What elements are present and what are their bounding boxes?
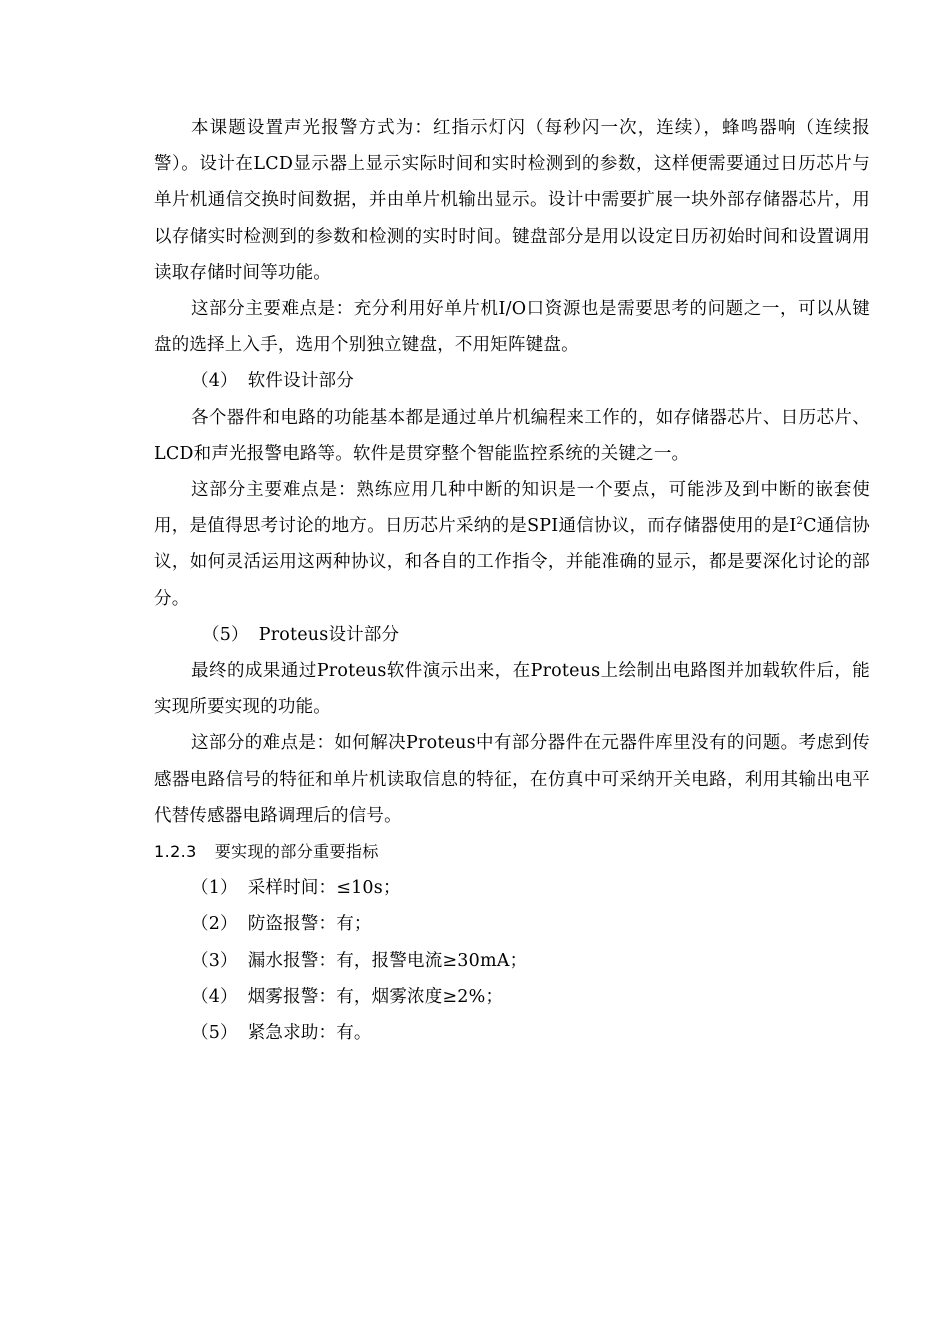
indicator-text: 采样时间：≤10s； xyxy=(247,878,401,899)
indicator-item xyxy=(154,1015,870,1051)
section-heading xyxy=(154,834,870,870)
indicator-item xyxy=(154,906,870,942)
section-mark: （4） xyxy=(191,371,238,392)
section-title: 软件设计部分 xyxy=(247,371,354,392)
paragraph-interrupt-difficulty xyxy=(154,472,870,617)
indicator-text: 漏水报警：有，报警电流≥30mA； xyxy=(247,950,528,971)
heading-number: 1.2.3 xyxy=(154,842,197,862)
paragraph-software-function: 各个器件和电路的功能基本都是通过单片机编程来工作的，如存储器芯片、日历芯片、LCD和声光报警电路等。软件是贯穿整个智能监控系统的关键之一。 xyxy=(154,407,870,464)
indicator-mark: （4） xyxy=(191,986,238,1007)
paragraph-proteus-difficulty: 这部分的难点是：如何解决Proteus中有部分器件在元器件库里没有的问题。考虑到传感器电路信号的特征和单片机读取信息的特征，在仿真中可采纳开关电路，利用其输出电平代替传感器电路调理后的信号。 xyxy=(154,733,870,826)
indicator-mark: （2） xyxy=(191,914,238,935)
section-title: Proteus设计部分 xyxy=(258,624,400,645)
section-software-design xyxy=(154,363,870,399)
paragraph-proteus-result: 最终的成果通过Proteus软件演示出来，在Proteus上绘制出电路图并加载软件后，能实现所要实现的功能。 xyxy=(154,661,870,718)
indicator-text: 烟雾报警：有，烟雾浓度≥2%； xyxy=(247,986,504,1007)
paragraph-alarm-design: 本课题设置声光报警方式为：红指示灯闪（每秒闪一次，连续），蜂鸣器响（连续报警）。设计在LCD显示器上显示实际时间和实时检测到的参数，这样便需要通过日历芯片与单片机通信交换时间数据，并由单片机输出显示。设计中需要扩展一块外部存储器芯片，用以存储实时检测到的参数和检测的实时时间。键盘部分是用以设定日历初始时间和设置调用读取存储时间等功能。 xyxy=(154,118,870,283)
heading-title: 要实现的部分重要指标 xyxy=(214,842,379,862)
paragraph-text: C通信协议，如何灵活运用这两种协议，和各自的工作指令，并能准确的显示，都是要深化讨论的部分。 xyxy=(154,516,871,609)
indicator-item xyxy=(154,943,870,979)
document-body xyxy=(154,110,870,1051)
indicator-mark: （5） xyxy=(191,1023,238,1044)
section-proteus-design xyxy=(154,617,870,653)
indicator-text: 紧急求助：有。 xyxy=(247,1023,372,1044)
superscript: 2 xyxy=(796,516,804,528)
indicator-item xyxy=(154,979,870,1015)
indicator-mark: （1） xyxy=(191,878,238,899)
section-mark: （5） xyxy=(202,624,249,645)
indicator-text: 防盗报警：有； xyxy=(247,914,372,935)
paragraph-text: 这部分主要难点是：熟练应用几种中断的知识是一个要点，可能涉及到中断的嵌套使用，是值得思考讨论的地方。日历芯片采纳的是SPI通信协议，而存储器使用的是I xyxy=(154,480,870,537)
paragraph-io-difficulty: 这部分主要难点是：充分利用好单片机I/O口资源也是需要思考的问题之一，可以从键盘的选择上入手，选用个别独立键盘，不用矩阵键盘。 xyxy=(154,299,870,356)
indicator-item xyxy=(154,870,870,906)
indicator-mark: （3） xyxy=(191,950,238,971)
